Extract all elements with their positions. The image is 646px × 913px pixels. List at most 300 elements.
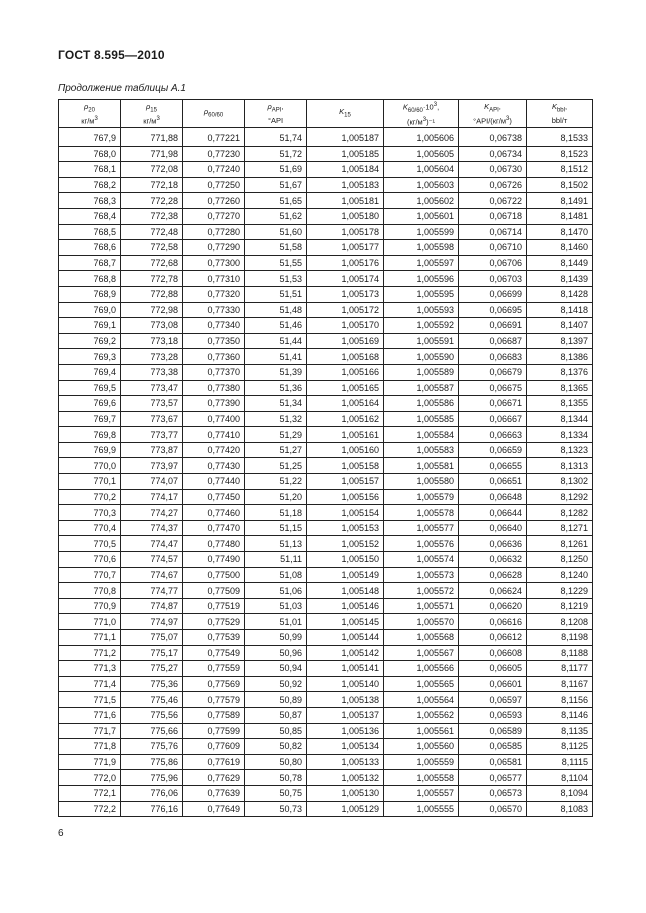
table-cell: 0,06577 [459,770,527,786]
table-cell: 0,06667 [459,411,527,427]
table-cell: 1,005605 [384,146,459,162]
table-cell: 0,77330 [183,302,245,318]
table-cell: 1,005604 [384,162,459,178]
table-cell: 775,36 [121,676,183,692]
table-cell: 1,005187 [307,128,384,147]
table-cell: 0,06628 [459,567,527,583]
table-cell: 773,67 [121,411,183,427]
table-cell: 1,005170 [307,318,384,334]
table-cell: 0,06593 [459,707,527,723]
table-row [59,396,593,412]
table-cell: 770,4 [59,520,121,536]
table-cell: 0,77539 [183,630,245,646]
table-row [59,739,593,755]
table-cell: 772,1 [59,785,121,801]
table-row [59,520,593,536]
table-cell: 774,47 [121,536,183,552]
table-cell: 51,72 [245,146,307,162]
table-cell: 8,1470 [527,224,593,240]
table-cell: 1,005145 [307,614,384,630]
table-cell: 1,005165 [307,380,384,396]
table-cell: 772,48 [121,224,183,240]
table-cell: 767,9 [59,128,121,147]
table-cell: 774,87 [121,598,183,614]
table-cell: 775,66 [121,723,183,739]
table-cell: 1,005578 [384,505,459,521]
table-cell: 1,005587 [384,380,459,396]
table-cell: 8,1240 [527,567,593,583]
table-cell: 1,005166 [307,364,384,380]
table-cell: 51,69 [245,162,307,178]
table-cell: 51,58 [245,240,307,256]
table-cell: 0,06679 [459,364,527,380]
table-cell: 8,1449 [527,255,593,271]
table-cell: 1,005176 [307,255,384,271]
table-cell: 0,77519 [183,598,245,614]
table-cell: 0,77250 [183,177,245,193]
table-cell: 1,005169 [307,333,384,349]
table-cell: 1,005570 [384,614,459,630]
table-row [59,630,593,646]
table-row [59,614,593,630]
table-cell: 0,06570 [459,801,527,817]
table-cell: 0,77390 [183,396,245,412]
table-cell: 769,8 [59,427,121,443]
table-cell: 770,1 [59,474,121,490]
table-cell: 8,1334 [527,427,593,443]
table-cell: 768,6 [59,240,121,256]
table-cell: 770,6 [59,552,121,568]
table-cell: 0,77240 [183,162,245,178]
table-row [59,723,593,739]
table-body [59,128,593,817]
table-cell: 0,06601 [459,676,527,692]
table-cell: 1,005140 [307,676,384,692]
table-row [59,661,593,677]
table-row [59,255,593,271]
table-cell: 1,005137 [307,707,384,723]
table-cell: 775,86 [121,754,183,770]
table-cell: 1,005142 [307,645,384,661]
table-cell: 771,98 [121,146,183,162]
table-cell: 1,005589 [384,364,459,380]
table-cell: 8,1407 [527,318,593,334]
table-cell: 0,06589 [459,723,527,739]
table-cell: 1,005599 [384,224,459,240]
table-cell: 774,97 [121,614,183,630]
table-cell: 8,1491 [527,193,593,209]
table-cell: 51,03 [245,598,307,614]
table-cell: 8,1083 [527,801,593,817]
table-cell: 8,1188 [527,645,593,661]
table-row [59,676,593,692]
table-cell: 0,77500 [183,567,245,583]
table-cell: 1,005602 [384,193,459,209]
table-cell: 0,77320 [183,286,245,302]
table-cell: 1,005173 [307,286,384,302]
table-cell: 775,07 [121,630,183,646]
table-cell: 51,15 [245,520,307,536]
table-cell: 769,9 [59,442,121,458]
table-cell: 0,77480 [183,536,245,552]
table-cell: 51,13 [245,536,307,552]
table-cell: 0,77420 [183,442,245,458]
table-cell: 51,34 [245,396,307,412]
table-cell: 775,76 [121,739,183,755]
table-row [59,286,593,302]
table-row [59,707,593,723]
table-cell: 773,28 [121,349,183,365]
table-cell: 770,0 [59,458,121,474]
table-cell: 769,3 [59,349,121,365]
table-cell: 51,62 [245,208,307,224]
table-cell: 0,06734 [459,146,527,162]
table-cell: 51,32 [245,411,307,427]
table-cell: 771,0 [59,614,121,630]
table-cell: 1,005559 [384,754,459,770]
table-cell: 0,06703 [459,271,527,287]
table-cell: 0,77270 [183,208,245,224]
table-cell: 768,1 [59,162,121,178]
table-cell: 1,005577 [384,520,459,536]
table-row [59,536,593,552]
table-cell: 771,3 [59,661,121,677]
table-row [59,333,593,349]
table-row [59,692,593,708]
table-cell: 1,005603 [384,177,459,193]
table-cell: 0,06659 [459,442,527,458]
table-cell: 0,06644 [459,505,527,521]
table-cell: 51,25 [245,458,307,474]
table-cell: 51,65 [245,193,307,209]
table-cell: 772,38 [121,208,183,224]
table-cell: 50,94 [245,661,307,677]
table-cell: 0,06710 [459,240,527,256]
table-cell: 8,1302 [527,474,593,490]
table-cell: 51,22 [245,474,307,490]
table-cell: 50,92 [245,676,307,692]
table-cell: 0,06663 [459,427,527,443]
table-cell: 1,005177 [307,240,384,256]
table-cell: 0,77230 [183,146,245,162]
table-cell: 769,2 [59,333,121,349]
header-row [59,100,593,128]
table-cell: 8,1250 [527,552,593,568]
table-row [59,364,593,380]
table-cell: 0,06655 [459,458,527,474]
table-cell: 770,5 [59,536,121,552]
table-cell: 771,7 [59,723,121,739]
table-row [59,146,593,162]
table-row [59,380,593,396]
table-cell: 1,005149 [307,567,384,583]
table-cell: 51,46 [245,318,307,334]
table-cell: 1,005580 [384,474,459,490]
table-cell: 8,1344 [527,411,593,427]
table-cell: 0,77350 [183,333,245,349]
table-cell: 8,1208 [527,614,593,630]
table-cell: 1,005150 [307,552,384,568]
table-cell: 1,005557 [384,785,459,801]
table-cell: 0,06640 [459,520,527,536]
table-cell: 0,77589 [183,707,245,723]
table-cell: 1,005606 [384,128,459,147]
table-cell: 774,57 [121,552,183,568]
table-cell: 773,38 [121,364,183,380]
table-row [59,458,593,474]
table-cell: 1,005148 [307,583,384,599]
table-cell: 51,27 [245,442,307,458]
table-cell: 8,1146 [527,707,593,723]
table-cell: 0,77310 [183,271,245,287]
table-cell: 0,06691 [459,318,527,334]
table-cell: 773,18 [121,333,183,349]
table-cell: 1,005157 [307,474,384,490]
table-cell: 0,77360 [183,349,245,365]
table-cell: 51,74 [245,128,307,147]
table-row [59,645,593,661]
table-cell: 0,06695 [459,302,527,318]
table-cell: 0,77280 [183,224,245,240]
page-number: 6 [58,828,64,839]
table-row [59,240,593,256]
table-cell: 1,005595 [384,286,459,302]
table-cell: 770,3 [59,505,121,521]
document-header: ГОСТ 8.595—2010 [58,48,165,62]
table-cell: 8,1156 [527,692,593,708]
table-row [59,598,593,614]
table-cell: 0,77619 [183,754,245,770]
table-cell: 1,005172 [307,302,384,318]
table-cell: 0,06675 [459,380,527,396]
table-row [59,208,593,224]
table-row [59,177,593,193]
column-header: $\rho_{60/60}$ [183,100,245,128]
table-cell: 0,77340 [183,318,245,334]
column-header: $K_{60/60}\cdot 10^3$, $(кг/м^3)^{-1}$ [384,100,459,128]
table-cell: 0,06581 [459,754,527,770]
table-row [59,785,593,801]
table-cell: 0,77639 [183,785,245,801]
table-cell: 1,005141 [307,661,384,677]
table-cell: 1,005590 [384,349,459,365]
table-cell: 1,005576 [384,536,459,552]
table-cell: 1,005156 [307,489,384,505]
table-cell: 51,39 [245,364,307,380]
table-cell: 8,1271 [527,520,593,536]
table-cell: 51,18 [245,505,307,521]
table-cell: 1,005183 [307,177,384,193]
table-cell: 0,06585 [459,739,527,755]
table-cell: 0,77579 [183,692,245,708]
table-cell: 774,27 [121,505,183,521]
table-row [59,271,593,287]
table-cell: 50,75 [245,785,307,801]
table-cell: 0,77569 [183,676,245,692]
table-cell: 768,0 [59,146,121,162]
table-cell: 771,9 [59,754,121,770]
table-cell: 8,1125 [527,739,593,755]
table-cell: 0,06624 [459,583,527,599]
table-row [59,474,593,490]
table-cell: 772,68 [121,255,183,271]
table-row [59,349,593,365]
table-cell: 51,29 [245,427,307,443]
table-cell: 771,5 [59,692,121,708]
table-row [59,505,593,521]
table-cell: 770,9 [59,598,121,614]
table-cell: 772,0 [59,770,121,786]
table-cell: 768,8 [59,271,121,287]
table-cell: 1,005583 [384,442,459,458]
table-cell: 50,85 [245,723,307,739]
table-cell: 0,06648 [459,489,527,505]
table-cell: 1,005571 [384,598,459,614]
table-cell: 768,3 [59,193,121,209]
table-cell: 1,005565 [384,676,459,692]
table-cell: 1,005154 [307,505,384,521]
table-cell: 50,80 [245,754,307,770]
table-cell: 0,77300 [183,255,245,271]
table-cell: 0,77609 [183,739,245,755]
table-row [59,302,593,318]
column-header: $\rho_{20}$ $кг/м^3$ [59,100,121,128]
table-cell: 0,06605 [459,661,527,677]
table-cell: 8,1481 [527,208,593,224]
table-cell: 8,1313 [527,458,593,474]
table-row [59,162,593,178]
table-cell: 8,1229 [527,583,593,599]
table-cell: 51,48 [245,302,307,318]
table-cell: 1,005129 [307,801,384,817]
table-cell: 1,005132 [307,770,384,786]
table-cell: 8,1386 [527,349,593,365]
table-cell: 0,77430 [183,458,245,474]
table-cell: 50,89 [245,692,307,708]
table-cell: 1,005573 [384,567,459,583]
table-cell: 0,77509 [183,583,245,599]
table-cell: 1,005562 [384,707,459,723]
table-cell: 0,06632 [459,552,527,568]
table-cell: 772,2 [59,801,121,817]
table-cell: 8,1135 [527,723,593,739]
table-header [59,100,593,128]
column-header: $\rho_{15}$ $кг/м^3$ [121,100,183,128]
table-cell: 774,37 [121,520,183,536]
table-cell: 1,005134 [307,739,384,755]
table-cell: 1,005596 [384,271,459,287]
table-cell: 1,005138 [307,692,384,708]
table-row [59,224,593,240]
table-cell: 8,1355 [527,396,593,412]
table-cell: 1,005572 [384,583,459,599]
table-cell: 0,77260 [183,193,245,209]
table-cell: 8,1365 [527,380,593,396]
table-cell: 1,005574 [384,552,459,568]
table-cell: 51,20 [245,489,307,505]
table-row [59,427,593,443]
table-cell: 0,77450 [183,489,245,505]
table-cell: 0,06636 [459,536,527,552]
table-cell: 51,11 [245,552,307,568]
table-cell: 8,1523 [527,146,593,162]
table-cell: 773,77 [121,427,183,443]
table-cell: 769,6 [59,396,121,412]
table-cell: 8,1094 [527,785,593,801]
table-cell: 0,06687 [459,333,527,349]
column-header: $K_{bbl}$, bbl/т [527,100,593,128]
table-cell: 0,77649 [183,801,245,817]
table-cell: 1,005561 [384,723,459,739]
table-cell: 1,005162 [307,411,384,427]
table-cell: 8,1104 [527,770,593,786]
table-cell: 8,1282 [527,505,593,521]
table-cell: 768,7 [59,255,121,271]
table-cell: 8,1533 [527,128,593,147]
table-cell: 1,005136 [307,723,384,739]
table-cell: 50,82 [245,739,307,755]
table-cell: 0,77400 [183,411,245,427]
table-cell: 771,1 [59,630,121,646]
table-cell: 773,47 [121,380,183,396]
table-cell: 8,1261 [527,536,593,552]
table-cell: 1,005585 [384,411,459,427]
table-cell: 775,56 [121,707,183,723]
table-cell: 1,005168 [307,349,384,365]
table-cell: 0,77460 [183,505,245,521]
table-cell: 771,88 [121,128,183,147]
table-cell: 1,005178 [307,224,384,240]
table-cell: 1,005160 [307,442,384,458]
table-cell: 771,2 [59,645,121,661]
table-cell: 772,88 [121,286,183,302]
table-cell: 0,77370 [183,364,245,380]
table-cell: 0,77529 [183,614,245,630]
table-cell: 51,55 [245,255,307,271]
table-cell: 769,4 [59,364,121,380]
table-cell: 8,1512 [527,162,593,178]
table-cell: 775,46 [121,692,183,708]
table-cell: 0,06738 [459,128,527,147]
table-cell: 1,005579 [384,489,459,505]
table-cell: 0,06718 [459,208,527,224]
table-cell: 51,41 [245,349,307,365]
table-cell: 769,1 [59,318,121,334]
table-cell: 1,005555 [384,801,459,817]
table-cell: 1,005558 [384,770,459,786]
table-cell: 1,005184 [307,162,384,178]
table-cell: 0,06671 [459,396,527,412]
table-cell: 774,17 [121,489,183,505]
table-cell: 772,78 [121,271,183,287]
table-cell: 1,005146 [307,598,384,614]
table-cell: 0,77490 [183,552,245,568]
table-cell: 50,87 [245,707,307,723]
table-cell: 51,06 [245,583,307,599]
table-cell: 51,36 [245,380,307,396]
table-caption: Продолжение таблицы А.1 [58,83,186,94]
table-cell: 1,005153 [307,520,384,536]
table-cell: 8,1167 [527,676,593,692]
table-cell: 0,06616 [459,614,527,630]
table-cell: 1,005597 [384,255,459,271]
table-cell: 0,06722 [459,193,527,209]
table-row [59,411,593,427]
table-cell: 772,18 [121,177,183,193]
table-cell: 769,0 [59,302,121,318]
table-cell: 50,99 [245,630,307,646]
table-cell: 50,78 [245,770,307,786]
